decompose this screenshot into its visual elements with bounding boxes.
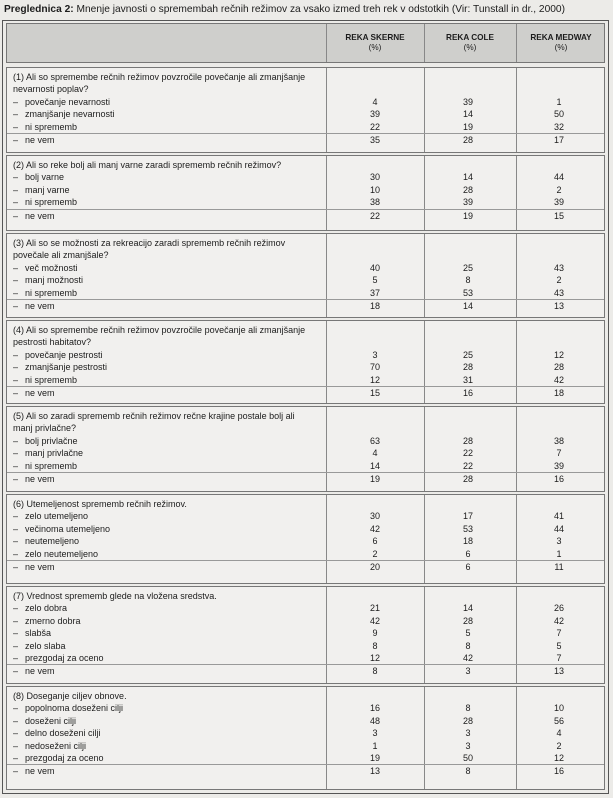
- answer-label: – zelo utemeljeno: [25, 510, 88, 522]
- answer-row: [7, 702, 604, 714]
- answer-label: – ne vem: [25, 765, 55, 777]
- percent-value: 12: [553, 753, 564, 763]
- question-section: [6, 406, 605, 492]
- percent-value: 5: [372, 275, 378, 286]
- answer-row: [7, 121, 604, 133]
- answer-label: – ni sprememb: [25, 374, 77, 386]
- percent-value: 11: [554, 562, 564, 572]
- question-section: [6, 586, 605, 684]
- answer-label: – ne vem: [25, 561, 55, 573]
- percent-value: 2: [556, 740, 562, 751]
- percent-value: 18: [462, 536, 473, 547]
- percent-value: 30: [369, 511, 380, 522]
- answer-row: [7, 262, 604, 274]
- percent-value: 3: [372, 349, 378, 360]
- question-text: (8) Doseganje ciljev obnove.: [13, 691, 127, 701]
- question-section: [6, 155, 605, 231]
- answer-label: – manj varne: [25, 184, 70, 196]
- answer-label: – zelo neutemeljeno: [25, 548, 98, 560]
- answer-label: – ne vem: [25, 300, 55, 312]
- percent-value: 8: [465, 703, 471, 714]
- answer-label: – slabša: [25, 627, 51, 639]
- percent-value: 10: [369, 184, 380, 195]
- column-unit: (%): [554, 43, 568, 52]
- percent-value: 19: [462, 210, 473, 221]
- answer-row: [7, 548, 604, 560]
- percent-value: 48: [369, 715, 380, 726]
- question-section: [6, 320, 605, 404]
- percent-value: 2: [556, 275, 562, 286]
- answer-label: – manj privlačne: [25, 447, 83, 459]
- answer-row: [7, 535, 604, 547]
- percent-value: 14: [369, 460, 380, 471]
- percent-value: 28: [462, 715, 473, 726]
- percent-value: 25: [462, 349, 473, 360]
- answer-label: – bolj varne: [25, 171, 64, 183]
- column-name: REKA SKERNE: [345, 33, 405, 42]
- answer-row: [7, 560, 604, 573]
- answer-row: [7, 287, 604, 299]
- percent-value: 4: [556, 728, 562, 739]
- percent-value: 39: [462, 197, 473, 208]
- answer-label: – več možnosti: [25, 262, 78, 274]
- percent-value: 14: [462, 301, 473, 311]
- answer-row: [7, 510, 604, 522]
- percent-value: 8: [465, 640, 471, 651]
- percent-value: 44: [553, 523, 564, 534]
- answer-label: – popolnoma doseženi cilji: [25, 702, 123, 714]
- percent-value: 20: [369, 562, 380, 572]
- percent-value: 38: [553, 435, 564, 446]
- answer-label: – ni sprememb: [25, 287, 77, 299]
- percent-value: 63: [369, 435, 380, 446]
- percent-value: 2: [556, 184, 562, 195]
- percent-value: 43: [553, 262, 564, 273]
- answer-row: [7, 627, 604, 639]
- percent-value: 12: [369, 653, 380, 663]
- percent-value: 13: [369, 766, 380, 777]
- percent-value: 15: [369, 388, 380, 398]
- question-text: (7) Vrednost sprememb glede na vložena sredstva.: [13, 591, 217, 601]
- percent-value: 3: [465, 728, 471, 739]
- percent-value: 53: [462, 523, 473, 534]
- percent-value: 8: [372, 640, 378, 651]
- percent-value: 16: [462, 388, 473, 398]
- percent-value: 26: [553, 603, 564, 614]
- column-divider: [424, 24, 425, 62]
- percent-value: 53: [462, 287, 473, 298]
- percent-value: 32: [553, 121, 564, 132]
- answer-row: [7, 523, 604, 535]
- percent-value: 8: [465, 766, 471, 777]
- answer-label: – zelo dobra: [25, 602, 67, 614]
- table-header: [6, 23, 605, 63]
- percent-value: 70: [369, 362, 380, 373]
- percent-value: 22: [369, 121, 380, 132]
- question-section: [6, 67, 605, 153]
- caption-label: Preglednica 2:: [4, 4, 74, 15]
- percent-value: 6: [465, 562, 471, 572]
- answer-row: [7, 460, 604, 472]
- answer-label: – večinoma utemeljeno: [25, 523, 110, 535]
- percent-value: 8: [465, 275, 471, 286]
- answer-label: – zelo slaba: [25, 640, 66, 652]
- column-unit: (%): [368, 43, 382, 52]
- answer-row: [7, 727, 604, 739]
- percent-value: 22: [462, 448, 473, 459]
- percent-value: 14: [462, 603, 473, 614]
- percent-value: 28: [553, 362, 564, 373]
- percent-value: 12: [369, 374, 380, 385]
- percent-value: 5: [465, 628, 471, 639]
- column-divider: [326, 24, 327, 62]
- percent-value: 7: [556, 448, 562, 459]
- answer-row: [7, 349, 604, 361]
- percent-value: 28: [462, 435, 473, 446]
- percent-value: 39: [462, 96, 473, 107]
- percent-value: 43: [553, 287, 564, 298]
- percent-value: 22: [369, 210, 380, 221]
- question-text: (3) Ali so se možnosti za rekreacijo zaradi sprememb rečnih režimov povečale ali zmanjšale?: [13, 238, 286, 261]
- answer-row: [7, 274, 604, 286]
- percent-value: 15: [553, 210, 564, 221]
- answer-label: – ne vem: [25, 473, 55, 485]
- percent-value: 17: [462, 511, 473, 522]
- percent-value: 3: [465, 666, 471, 677]
- answer-row: [7, 361, 604, 373]
- percent-value: 40: [369, 262, 380, 273]
- percent-value: 28: [462, 474, 473, 484]
- percent-value: 42: [369, 523, 380, 534]
- percent-value: 42: [369, 615, 380, 626]
- answer-label: – prezgodaj za oceno: [25, 652, 104, 664]
- answer-row: [7, 652, 604, 664]
- percent-value: 44: [553, 172, 564, 183]
- answer-label: – ne vem: [25, 387, 55, 399]
- answer-label: – povečanje nevarnosti: [25, 96, 110, 108]
- caption-text: Mnenje javnosti o spremembah rečnih režimov za vsako izmed treh rek v odstotkih (Vir: Tunstall in dr., 2000): [76, 4, 565, 15]
- percent-value: 19: [369, 474, 380, 484]
- answer-label: – ne vem: [25, 210, 55, 222]
- answer-row: [7, 96, 604, 108]
- answer-label: – ni sprememb: [25, 196, 77, 208]
- answer-label: – zmanjšanje nevarnosti: [25, 108, 115, 120]
- percent-value: 28: [462, 615, 473, 626]
- answer-label: – manj možnosti: [25, 274, 83, 286]
- table-caption: [4, 3, 610, 16]
- question-section: [6, 233, 605, 318]
- question-section: [6, 686, 605, 790]
- answer-row: [7, 715, 604, 727]
- percent-value: 31: [462, 374, 473, 385]
- answer-row: [7, 447, 604, 459]
- answer-label: – bolj privlačne: [25, 435, 78, 447]
- column-name: REKA COLE: [446, 33, 494, 42]
- answer-label: – doseženi cilji: [25, 715, 76, 727]
- percent-value: 19: [462, 121, 473, 132]
- percent-value: 3: [465, 740, 471, 751]
- percent-value: 9: [372, 628, 378, 639]
- answer-row: [7, 602, 604, 614]
- answer-row: [7, 435, 604, 447]
- percent-value: 56: [553, 715, 564, 726]
- answer-row: [7, 664, 604, 677]
- question-section: [6, 494, 605, 584]
- percent-value: 42: [462, 653, 473, 663]
- question-text: (5) Ali so zaradi sprememb rečnih režimov rečne krajine postale bolj ali manj privlačne?: [13, 411, 295, 434]
- percent-value: 39: [553, 197, 564, 208]
- percent-value: 1: [556, 96, 562, 107]
- column-header-cole: [424, 24, 516, 62]
- percent-value: 28: [462, 362, 473, 373]
- answer-row: [7, 615, 604, 627]
- percent-value: 4: [372, 96, 378, 107]
- answer-row: [7, 752, 604, 764]
- percent-value: 28: [462, 135, 473, 145]
- percent-value: 6: [465, 548, 471, 559]
- answer-row: [7, 108, 604, 120]
- percent-value: 42: [553, 615, 564, 626]
- answer-label: – delno doseženi cilji: [25, 727, 101, 739]
- question-text: (2) Ali so reke bolj ali manj varne zaradi sprememb rečnih režimov?: [13, 160, 282, 170]
- percent-value: 13: [553, 666, 564, 677]
- percent-value: 8: [372, 666, 378, 677]
- percent-value: 30: [369, 172, 380, 183]
- answer-label: – neutemeljeno: [25, 535, 79, 547]
- answer-label: – ni sprememb: [25, 460, 77, 472]
- percent-value: 16: [553, 766, 564, 777]
- percent-value: 39: [369, 109, 380, 120]
- percent-value: 7: [556, 628, 562, 639]
- answer-label: – zmanjšanje pestrosti: [25, 361, 107, 373]
- answer-label: – ne vem: [25, 665, 55, 677]
- percent-value: 22: [462, 460, 473, 471]
- answer-row: [7, 184, 604, 196]
- percent-value: 13: [553, 301, 564, 311]
- answer-row: [7, 740, 604, 752]
- percent-value: 39: [553, 460, 564, 471]
- question-text: (4) Ali so spremembe rečnih režimov povzročile povečanje ali zmanjšanje pestrosti habitatov?: [13, 325, 306, 348]
- percent-value: 16: [369, 703, 380, 714]
- percent-value: 14: [462, 172, 473, 183]
- answer-label: – povečanje pestrosti: [25, 349, 103, 361]
- answer-row: [7, 374, 604, 386]
- percent-value: 35: [369, 135, 380, 145]
- answer-row: [7, 133, 604, 146]
- percent-value: 3: [556, 536, 562, 547]
- answer-label: – zmerno dobra: [25, 615, 81, 627]
- percent-value: 19: [369, 753, 380, 763]
- percent-value: 50: [462, 753, 473, 763]
- percent-value: 1: [556, 548, 562, 559]
- column-header-skerne: [326, 24, 424, 62]
- answer-row: [7, 209, 604, 222]
- column-divider: [516, 24, 517, 62]
- answer-label: – ni sprememb: [25, 121, 77, 133]
- percent-value: 5: [556, 640, 562, 651]
- answer-row: [7, 386, 604, 399]
- answer-row: [7, 472, 604, 485]
- answer-row: [7, 171, 604, 183]
- percent-value: 3: [372, 728, 378, 739]
- percent-value: 6: [372, 536, 378, 547]
- answer-label: – prezgodaj za oceno: [25, 752, 104, 764]
- percent-value: 41: [553, 511, 564, 522]
- percent-value: 42: [553, 374, 564, 385]
- percent-value: 21: [369, 603, 380, 614]
- percent-value: 12: [553, 349, 564, 360]
- question-text: (6) Utemeljenost sprememb rečnih režimov.: [13, 499, 187, 509]
- question-text: (1) Ali so spremembe rečnih režimov povzročile povečanje ali zmanjšanje nevarnosti poplav?: [13, 72, 306, 95]
- percent-value: 37: [369, 287, 380, 298]
- percent-value: 2: [372, 548, 378, 559]
- percent-value: 7: [556, 653, 562, 663]
- percent-value: 4: [372, 448, 378, 459]
- percent-value: 25: [462, 262, 473, 273]
- percent-value: 28: [462, 184, 473, 195]
- percent-value: 18: [553, 388, 564, 398]
- percent-value: 18: [369, 301, 380, 311]
- answer-row: [7, 299, 604, 312]
- percent-value: 50: [553, 109, 564, 120]
- answer-row: [7, 640, 604, 652]
- column-name: REKA MEDWAY: [530, 33, 592, 42]
- answer-label: – ne vem: [25, 134, 55, 146]
- percent-value: 10: [553, 703, 564, 714]
- percent-value: 1: [372, 740, 378, 751]
- answer-row: [7, 196, 604, 208]
- answer-label: – nedoseženi cilji: [25, 740, 86, 752]
- percent-value: 17: [553, 135, 564, 145]
- percent-value: 14: [462, 109, 473, 120]
- column-unit: (%): [463, 43, 477, 52]
- percent-value: 38: [369, 197, 380, 208]
- answer-row: [7, 764, 604, 777]
- percent-value: 16: [553, 474, 564, 484]
- column-header-medway: [516, 24, 606, 62]
